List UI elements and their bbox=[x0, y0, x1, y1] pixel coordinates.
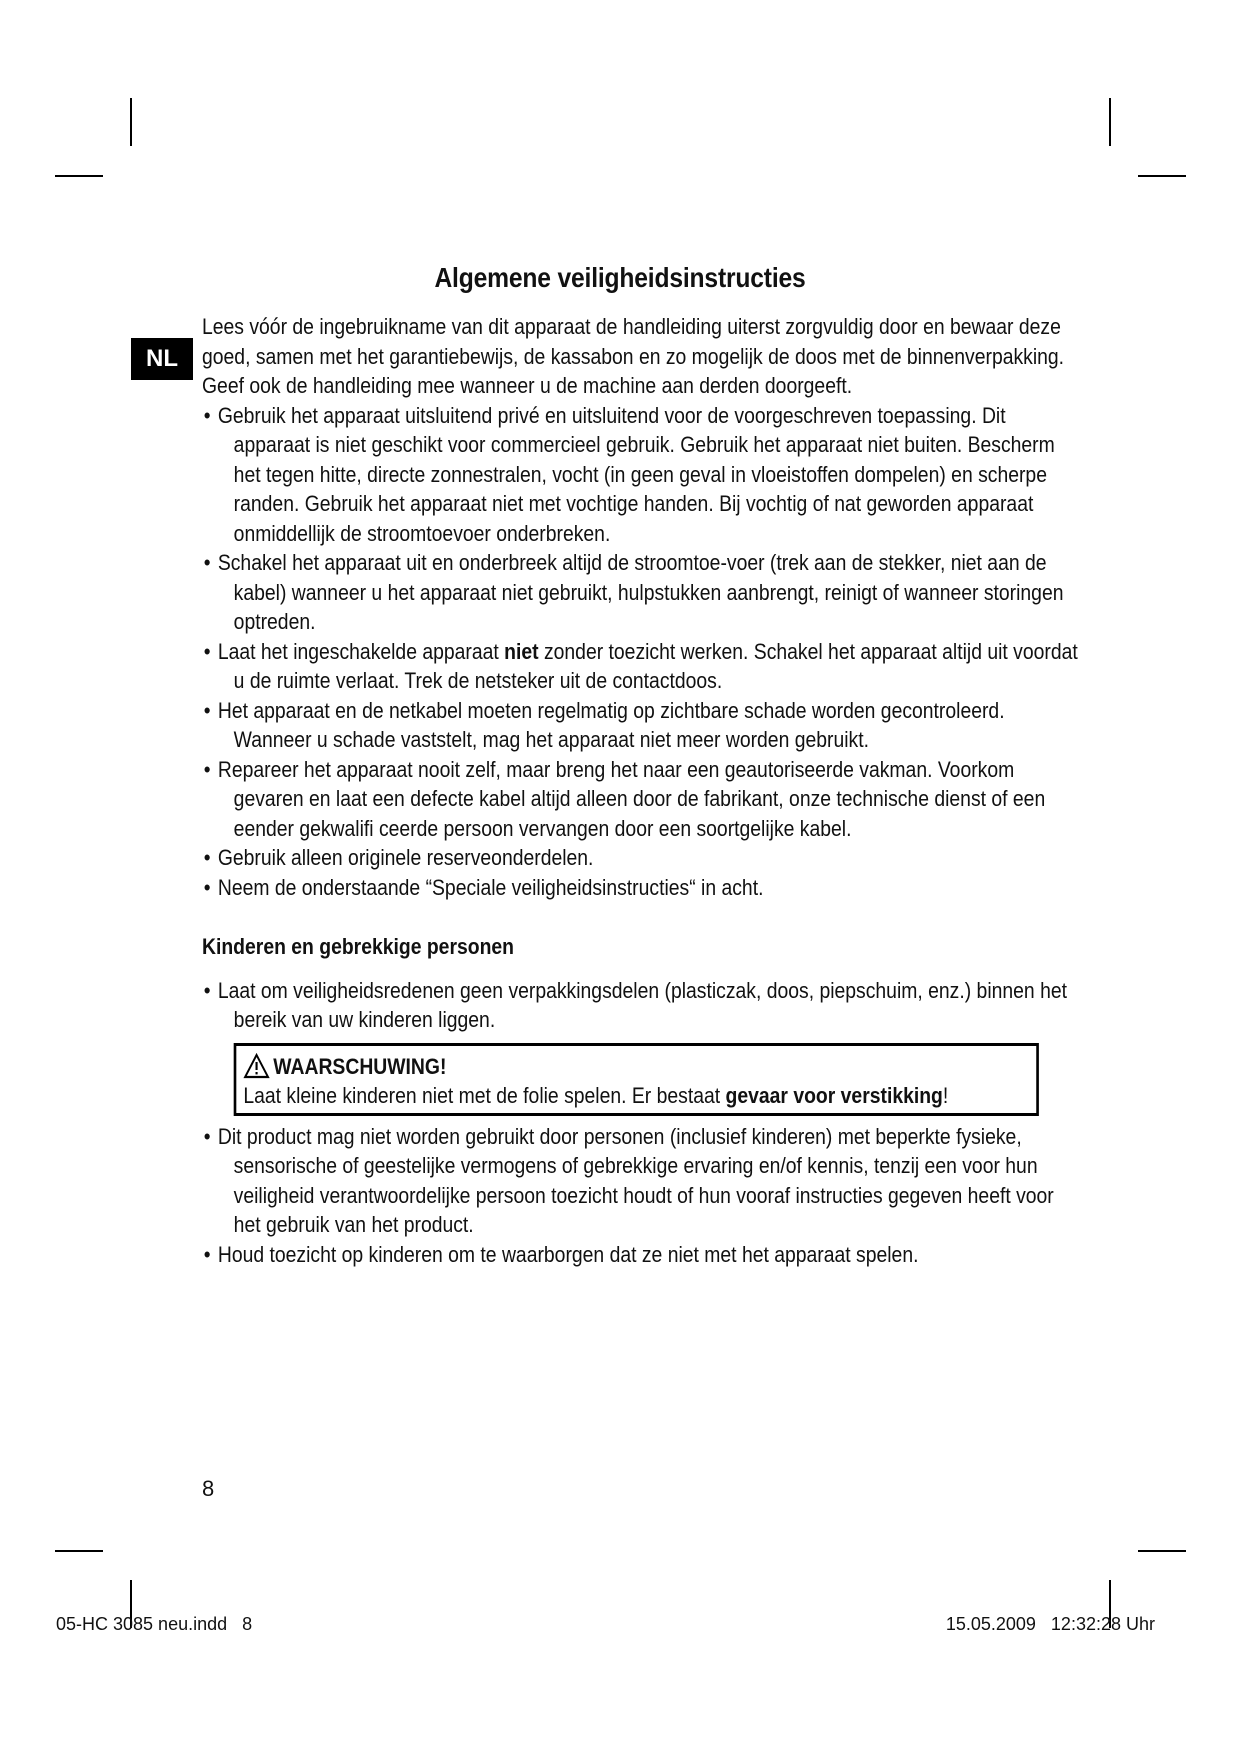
list-item-bold: niet bbox=[504, 638, 539, 664]
list-item bbox=[202, 637, 1082, 696]
warning-box bbox=[234, 1043, 1039, 1116]
list-item: • Neem de onderstaande “Speciale veiligheidsinstructies“ in acht. bbox=[202, 873, 1082, 903]
list-item: • Repareer het apparaat nooit zelf, maar breng het naar een geautoriseerde vakman. Voorkom gevaren en laat een defecte kabel altijd alleen door de fabrikant, onze technische dienst of een eender gekwalifi ceerde persoon vervangen door een soortgelijke kabel. bbox=[202, 755, 1082, 844]
page-content bbox=[202, 312, 1082, 1269]
crop-mark-bottom-left-h bbox=[55, 1550, 103, 1552]
list-item: • Schakel het apparaat uit en onderbreek altijd de stroomtoe-voer (trek aan de stekker, niet aan de kabel) wanneer u het apparaat niet gebruikt, hulpstukken aanbrengt, reinigt of wanneer storingen optreden. bbox=[202, 548, 1082, 637]
warning-triangle-icon bbox=[243, 1053, 269, 1079]
list-item-text: zonder toezicht werken. Schakel het apparaat altijd uit voordat u de ruimte verlaat. Trek de netsteker uit de contactdoos. bbox=[233, 638, 1078, 693]
list-item: • Het apparaat en de netkabel moeten regelmatig op zichtbare schade worden gecontroleerd. Wanneer u schade vaststelt, mag het apparaat niet meer worden gebruikt. bbox=[202, 696, 1082, 755]
warning-text-bold: gevaar voor verstikking bbox=[725, 1083, 943, 1108]
list-item: • Laat om veiligheidsredenen geen verpakkingsdelen (plasticzak, doos, piepschuim, enz.) binnen het bereik van uw kinderen liggen. bbox=[202, 976, 1082, 1035]
page-number: 8 bbox=[202, 1476, 215, 1501]
warning-header bbox=[243, 1052, 1029, 1082]
warning-text bbox=[243, 1081, 1029, 1111]
warning-label: WAARSCHUWING! bbox=[273, 1053, 447, 1079]
warning-text-part: Laat kleine kinderen niet met de folie spelen. Er bestaat bbox=[243, 1083, 726, 1108]
list-item-text: Laat het ingeschakelde apparaat bbox=[217, 638, 505, 664]
crop-mark-top-left-h bbox=[55, 175, 103, 177]
page-title: Algemene veiligheidsinstructies bbox=[434, 262, 806, 293]
list-item: • Gebruik alleen originele reserveonderdelen. bbox=[202, 843, 1082, 873]
warning-text-end: ! bbox=[942, 1083, 949, 1108]
crop-mark-top-right-h bbox=[1138, 175, 1186, 177]
list-item: • Gebruik het apparaat uitsluitend privé en uitsluitend voor de voorgeschreven toepassing. Dit apparaat is niet geschikt voor commercieel gebruik. Gebruik het apparaat niet buiten. Bescherm het tegen hitte, directe zonnestralen, vocht (in geen geval in vloeistoffen dompelen) en scherpe randen. Gebruik het apparaat niet met vochtige handen. Bij vochtig of nat geworden apparaat onmiddellijk de stroomtoevoer onderbreken. bbox=[202, 401, 1082, 549]
list-item: • Houd toezicht op kinderen om te waarborgen dat ze niet met het apparaat spelen. bbox=[202, 1240, 1082, 1270]
children-list-2 bbox=[202, 1122, 1082, 1270]
language-tab: NL bbox=[131, 338, 193, 380]
crop-mark-top-left bbox=[130, 98, 132, 146]
footer-file-info: 05-HC 3085 neu.indd 8 bbox=[56, 1614, 253, 1634]
crop-mark-bottom-right-h bbox=[1138, 1550, 1186, 1552]
safety-list bbox=[202, 401, 1082, 903]
children-list bbox=[202, 976, 1082, 1035]
intro-paragraph: Lees vóór de ingebruikname van dit apparaat de handleiding uiterst zorgvuldig door en bewaar deze goed, samen met het garantiebewijs, de kassabon en zo mogelijk de doos met de binnenverpakking. Geef ook de handleiding mee wanneer u de machine aan derden doorgeeft. bbox=[202, 314, 1065, 398]
footer-timestamp: 15.05.2009 12:32:28 Uhr bbox=[945, 1614, 1155, 1634]
crop-mark-top-right bbox=[1109, 98, 1111, 146]
list-item: • Dit product mag niet worden gebruikt door personen (inclusief kinderen) met beperkte fysieke, sensorische of geestelijke vermogens of gebrekkige ervaring en/of kennis, tenzij een voor hun veiligheid verantwoordelijke persoon toezicht houdt of hun vooraf instructies gegeven heeft voor het gebruik van het product. bbox=[202, 1122, 1082, 1240]
section-heading: Kinderen en gebrekkige personen bbox=[202, 934, 515, 959]
